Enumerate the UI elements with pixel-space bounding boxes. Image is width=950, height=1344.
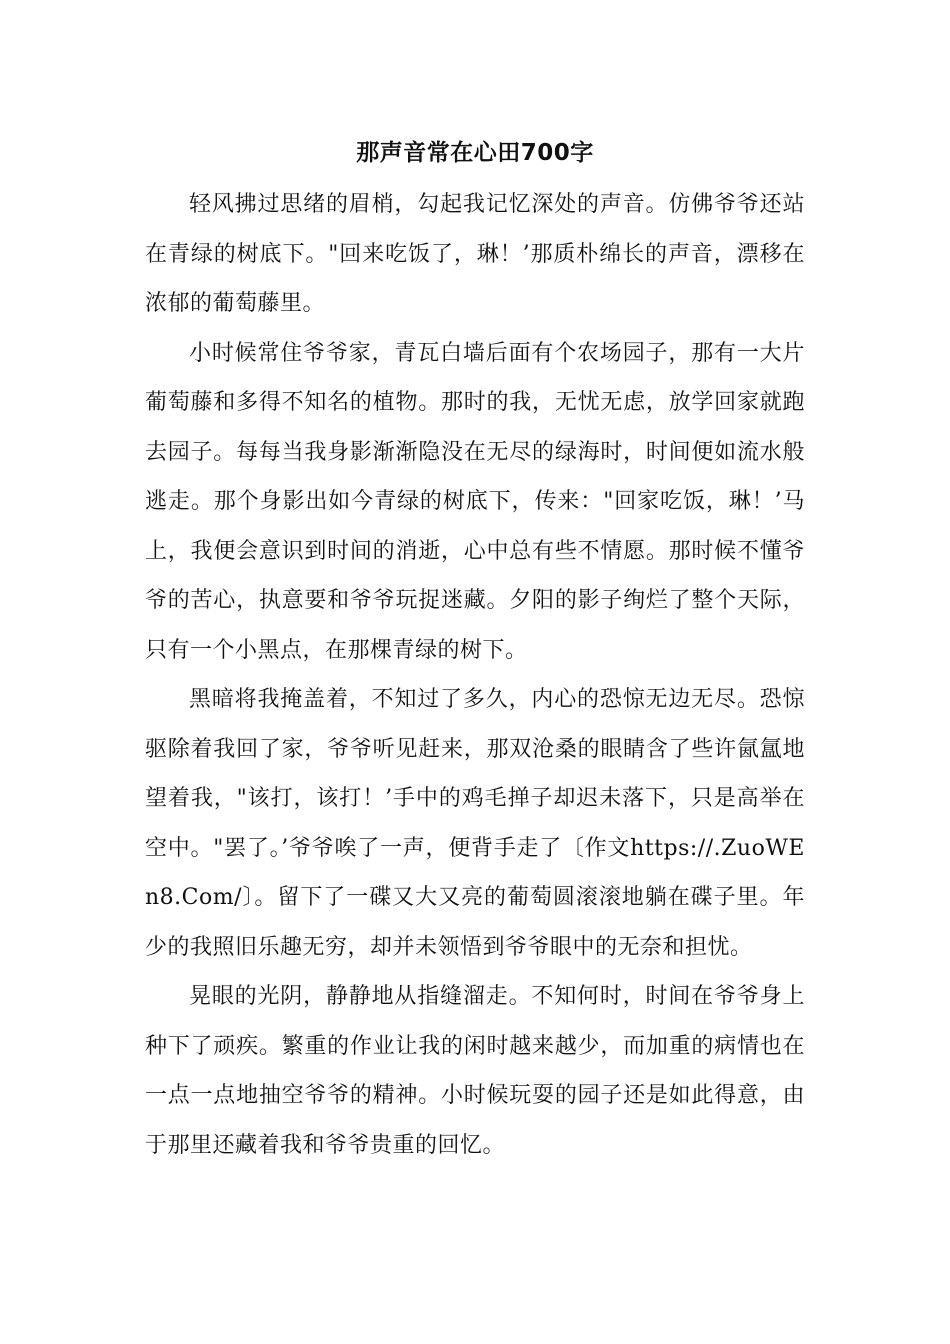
paragraph: 晃眼的光阴，静静地从指缝溜走。不知何时，时间在爷爷身上种下了顽疾。繁重的作业让我的闲时越来越少，而加重的病情也在一点一点地抽空爷爷的精神。小时候玩耍的园子还是如此得意，由于那里还藏着我和爷爷贵重的回忆。 (145, 984, 805, 1158)
paragraph: 黑暗将我掩盖着，不知过了多久，内心的恐惊无边无尽。恐惊驱除着我回了家，爷爷听见赶来，那双沧桑的眼睛含了些许氤氲地望着我，"该打，该打！’手中的鸡毛掸子却迟未落下，只是高举在空中。"罢了。’爷爷唉了一声，便背手走了〔作文https://.ZuoWEn8.Com/〕。留下了一碟又大又亮的葡萄圆滚滚地躺在碟子里。年少的我照旧乐趣无穷，却并未领悟到爷爷眼中的无奈和担忧。 (145, 687, 805, 960)
document-body (145, 180, 805, 1170)
document-title: 那声音常在心田700字 (356, 140, 594, 166)
paragraph: 轻风拂过思绪的眉梢，勾起我记忆深处的声音。仿佛爷爷还站在青绿的树底下。"回来吃饭了，琳！’那质朴绵长的声音，漂移在浓郁的葡萄藤里。 (145, 192, 805, 316)
paragraph: 小时候常住爷爷家，青瓦白墙后面有个农场园子，那有一大片葡萄藤和多得不知名的植物。那时的我，无忧无虑，放学回家就跑去园子。每每当我身影渐渐隐没在无尽的绿海时，时间便如流水般逃走。那个身影出如今青绿的树底下，传来："回家吃饭，琳！’马上，我便会意识到时间的消逝，心中总有些不情愿。那时候不懂爷爷的苦心，执意要和爷爷玩捉迷藏。夕阳的影子绚烂了整个天际，只有一个小黑点，在那棵青绿的树下。 (145, 340, 805, 663)
